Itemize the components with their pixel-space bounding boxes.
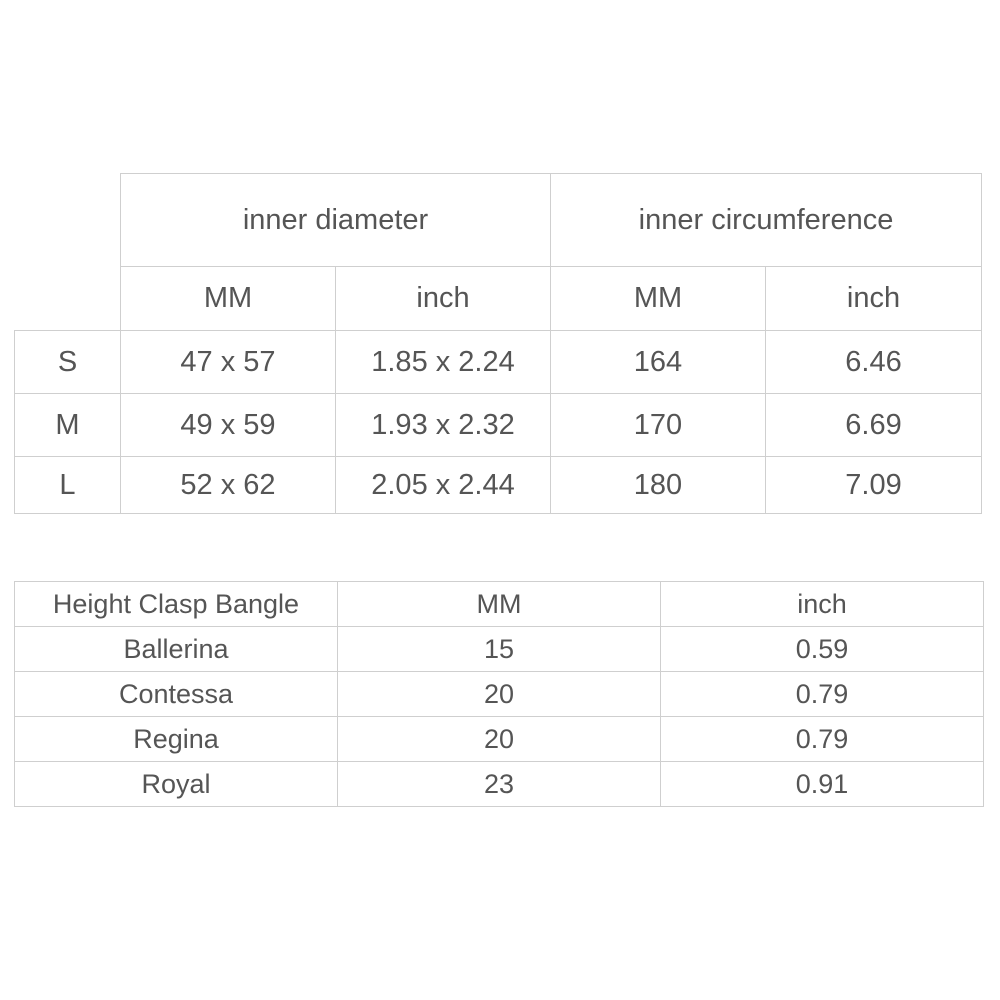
clasp-inch-cell: 0.79 [661,672,984,717]
clasp-name-cell: Regina [15,717,338,762]
circumference-inch-cell: 6.46 [766,331,982,394]
diameter-mm-cell: 49 x 59 [121,394,336,457]
clasp-height-table [14,581,984,807]
circumference-mm-cell: 164 [551,331,766,394]
clasp-mm-cell: 23 [338,762,661,807]
table-row [15,627,984,672]
inner-circumference-header: inner circumference [551,174,982,267]
diameter-mm-cell: 47 x 57 [121,331,336,394]
clasp-inch-header: inch [661,582,984,627]
table-row [15,394,982,457]
circumference-inch-cell: 7.09 [766,457,982,514]
size-label: L [15,457,121,514]
bangle-size-table [14,173,982,514]
corner-blank-cell [15,174,121,331]
size-label: M [15,394,121,457]
table-row [15,762,984,807]
clasp-name-cell: Contessa [15,672,338,717]
circumference-inch-header: inch [766,267,982,331]
table-row [15,457,982,514]
clasp-mm-cell: 20 [338,717,661,762]
clasp-header-row [15,582,984,627]
clasp-name-cell: Ballerina [15,627,338,672]
clasp-name-header: Height Clasp Bangle [15,582,338,627]
diameter-mm-cell: 52 x 62 [121,457,336,514]
clasp-inch-cell: 0.59 [661,627,984,672]
circumference-mm-cell: 170 [551,394,766,457]
circumference-inch-cell: 6.69 [766,394,982,457]
clasp-mm-cell: 15 [338,627,661,672]
inner-diameter-header: inner diameter [121,174,551,267]
circumference-mm-cell: 180 [551,457,766,514]
diameter-inch-cell: 1.85 x 2.24 [336,331,551,394]
size-label: S [15,331,121,394]
clasp-inch-cell: 0.91 [661,762,984,807]
clasp-mm-cell: 20 [338,672,661,717]
clasp-mm-header: MM [338,582,661,627]
circumference-mm-header: MM [551,267,766,331]
clasp-name-cell: Royal [15,762,338,807]
diameter-mm-header: MM [121,267,336,331]
clasp-inch-cell: 0.79 [661,717,984,762]
table-row [15,717,984,762]
table-row [15,672,984,717]
diameter-inch-cell: 1.93 x 2.32 [336,394,551,457]
diameter-inch-header: inch [336,267,551,331]
group-header-row [15,174,982,267]
table-row [15,331,982,394]
diameter-inch-cell: 2.05 x 2.44 [336,457,551,514]
unit-header-row [15,267,982,331]
